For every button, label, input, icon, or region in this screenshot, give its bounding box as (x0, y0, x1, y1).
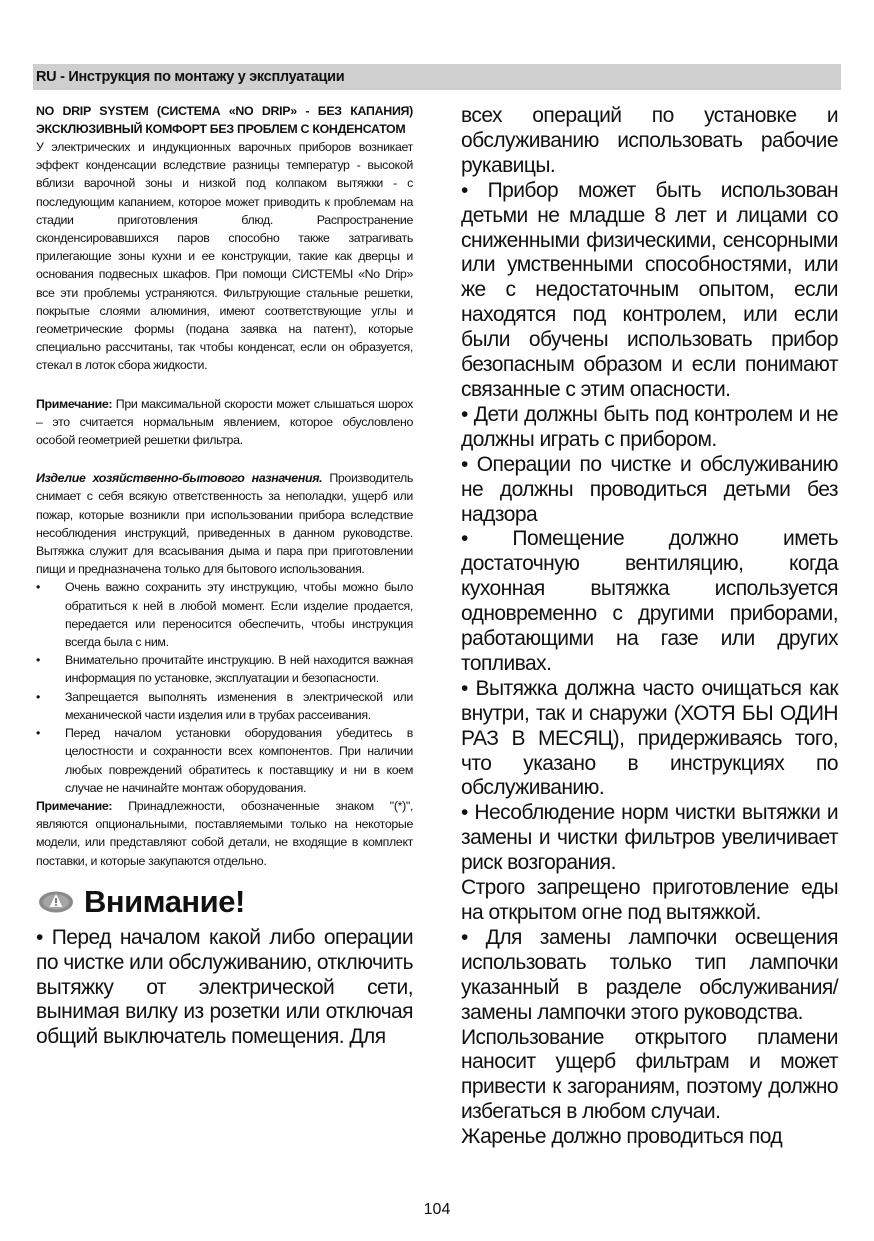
right-paragraph: Использование открытого пламени наносит ущерб фильтрам и может привести к загораниям, поэтому должно избегаться в любом случаи. (461, 1025, 838, 1124)
right-paragraph: • Прибор может быть использован детьми не младше 8 лет и лицами со сниженными физическими, сенсорными или умственными способностями, или же с недостаточным опытом, если находятся под контролем, или если были обучены использовать прибор безопасным образом и если понимают связанные с этим опасности. (461, 178, 838, 401)
note-label: Примечание: (36, 396, 113, 411)
section-header (33, 64, 841, 90)
right-column (461, 104, 838, 1150)
household-text: Производитель снимает с себя всякую ответственность за неполадки, ущерб или пожар, которые возникли при использовании прибора вследствие несоблюдения инструкций, приведенных в данном руководстве. Вытяжка служит для всасывания дыма и пара при приготовлении пищи и предназначена только для бытового использования. (36, 471, 413, 577)
right-paragraph: • Вытяжка должна часто очищаться как внутри, так и снаружи (ХОТЯ БЫ ОДИН РАЗ В МЕСЯЦ), придерживаясь того, что указано в инструкциях по обслуживанию. (461, 676, 838, 800)
list-item: • Внимательно прочитайте инструкцию. В ней находится важная информация по установке, эксплуатации и безопасности. (36, 651, 413, 687)
nodrip-title: NO DRIP SYSTEM (СИСТЕМА «NO DRIP» - БЕЗ КАПАНИЯ) ЭКСКЛЮЗИВНЫЙ КОМФОРТ БЕЗ ПРОБЛЕМ С КОНДЕНСАТОМ (36, 104, 413, 136)
section-title: - Инструкция по монтажу у эксплуатации (56, 69, 345, 85)
right-paragraph: • Для замены лампочки освещения использовать только тип лампочки указанный в разделе обслуживания/замены лампочки этого руководства. (461, 925, 838, 1024)
list-item: • Перед началом установки оборудования убедитесь в целостности и сохранности всех компонентов. При наличии любых повреждений обратитесь к поставщику и ни в коем случае не начинайте монтаж оборудования. (36, 724, 413, 797)
safety-bullet-list (36, 578, 413, 796)
note-paragraph-2 (36, 797, 413, 870)
nodrip-text: У электрических и индукционных варочных приборов возникает эффект конденсации вследствие разницы температур - высокой вблизи варочной зоны и низкой под колпаком вытяжки - с последующим капанием, которое может приводить к проблемам на стадии приготовления блюд. Распространение сконденсировавшихся паров способно также затрагивать прилегающие зоны кухни и ее конструкции, такие как дверцы и основания подвесных шкафов. При помощи СИСТЕМЫ «No Drip» все эти проблемы устраняются. Фильтрующие стальные решетки, покрытые слоями алюминия, имеют соответствующие углы и геометрические формы (подана заявка на патент), которые специально рассчитаны, так чтобы конденсат, если он образуется, стекал в лоток сбора жидкости. (36, 140, 413, 373)
household-label: Изделие хозяйственно-бытового назначения. (36, 471, 323, 486)
warning-heading (36, 882, 413, 922)
warning-icon (38, 890, 74, 914)
right-paragraph: • Помещение должно иметь достаточную вентиляцию, когда кухонная вытяжка используется одновременно с другими приборами, работающими на газе или других топливах. (461, 527, 838, 675)
right-paragraph: • Дети должны быть под контролем и не должны играть с прибором. (461, 402, 838, 451)
list-item: • Запрещается выполнять изменения в электрической или механической части изделия или в трубах рассеивания. (36, 688, 413, 724)
note-text: При максимальной скорости может слышаться шорох – это считается нормальным явлением, которое обусловлено особой геометрией решетки фильтра. (36, 396, 413, 448)
note-label: Примечание: (36, 798, 113, 813)
right-paragraph: всех операций по установке и обслуживанию использовать рабочие рукавицы. (461, 104, 838, 177)
language-code: RU (36, 69, 57, 85)
warning-title: Внимание! (84, 883, 245, 919)
warning-text: • Перед началом какой либо операции по чистке или обслуживанию, отключить вытяжку от электрической сети, вынимая вилку из розетки или отключая общий выключатель помещения. Для (36, 925, 413, 1049)
right-paragraph: Жаренье должно проводиться под (461, 1125, 783, 1149)
note-paragraph-1 (36, 395, 413, 450)
right-paragraph: • Операции по чистке и обслуживанию не должны проводиться детьми без надзора (461, 452, 838, 526)
page-number: 104 (423, 1201, 451, 1218)
right-paragraph: • Несоблюдение норм чистки вытяжки и замены и чистки фильтров увеличивает риск возгорания. (461, 801, 838, 875)
right-paragraph: Строго запрещено приготовление еды на открытом огне под вытяжкой. (461, 876, 838, 924)
note-text: Принадлежности, обозначенные знаком "(*)", являются опциональными, поставляемыми только на некоторые модели, или представляют собой детали, не входящие в комплект поставки, и которые закупаются отдельно. (36, 798, 413, 868)
list-item: • Очень важно сохранить эту инструкцию, чтобы можно было обратиться к ней в любой момент. Если изделие продается, передается или переносится обеспечить, чтобы инструкция всегда была с ним. (36, 578, 413, 651)
household-paragraph (36, 469, 413, 578)
left-column (36, 103, 413, 1050)
